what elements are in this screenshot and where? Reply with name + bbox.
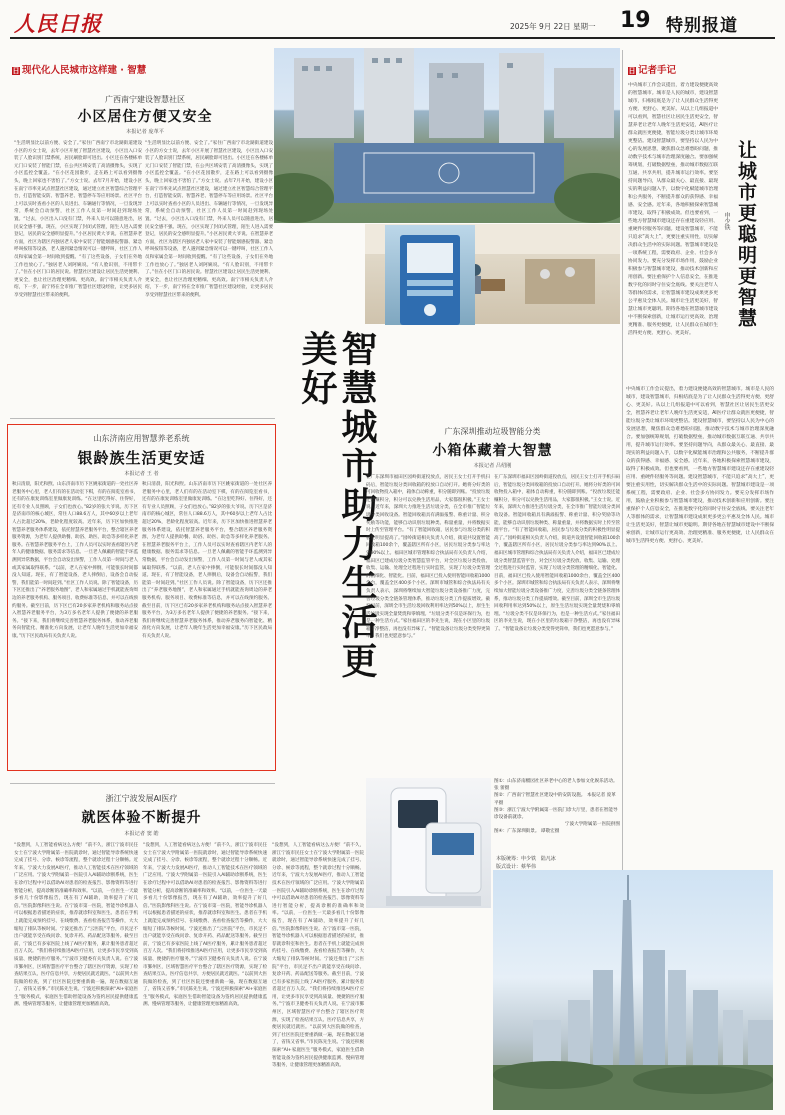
article2-body-cont: 秋日清晨，阳光和煦。山东济南市历下区姚家街道的一处社区养老服务中心里，老人们有的在活动室下棋，有的在阅览室看书，还有的在康复训练室里做康复训练。“在这里吃得好、住得好，还有专业人员照顾，子女们也放心。”82岁的张大爷说。历下区是济南市的核心城区，常住人口88.6万人，其中60岁以上老年人占比超过20%，老龄化程度较高。近年来，历下区加快推进智慧养老服务体系建设，依托智慧养老服务平台，整合辖区养老服务资源，为老年人提供助餐、助浴、助医、助急等多样化养老服务。在智慧养老服务平台上，工作人员可以实时查看辖区内老年人的健康数据、服务需求等信息。一旦老人佩戴的智能手环监测到异常数据，平台会自动发出预警，工作人员第一时间与老人或其家属取得联系。“以前，老人在家中摔倒，可能很长时间都没人知道。现在，有了智能设备，老人摔倒后，设备会自动报警，我们能第一时间赶到。”社区工作人员说。除了智能设备，历下区还推出了“养老服务地图”，老人和家属通过手机就能查询周边的养老服务机构、服务项目、收费标准等信息，并可以在线预约服务。截至目前，历下区已有20多家养老机构和服务站点接入智慧养老服务平台，为3万多名老年人提供了便捷的养老服务。“接下来，我们将继续完善智慧养老服务体系，推动养老服务向智能化、精准化方向发展，让老年人晚年生活更加幸福安康。”历下区民政局有关负责人说。 — [142, 482, 272, 639]
caption-4: 图④：广东深圳街景。 谭敬宏摄 — [494, 829, 560, 835]
caption-2: 图②：广西南宁智慧社区建设中的安防设施。 本报记者 庞革平摄 — [494, 793, 616, 806]
article1-byline: 本报记者 庞革平 — [126, 129, 164, 135]
article4-kicker: 广东深圳推动垃圾智能分类 — [444, 427, 541, 436]
column-tag-icon: 日 — [12, 66, 20, 75]
photo-smart-security-post — [385, 225, 475, 325]
commentary-column-title: 记者手记 — [638, 65, 677, 76]
article1-headline: 小区居住方便又安全 — [77, 109, 213, 125]
page-credits: 本版统筹：申少铁 陆凡冰 版式设计：蔡华伟 — [496, 856, 556, 870]
commentary-body-top: 中央城市工作会议提出，着力建设便捷高效的智慧城市。城市是人民的城市，建设智慧城市，归根结底是为了让人民群众生活得更方便、更舒心、更美好。从以上几组报道中可以看到，智慧社区让居民生活更安全，智慧养老让老年人晚年生活更安适，AI医疗让群众就医更便捷，智能垃圾分类让城市环境更整洁。建设智慧城市，要坚持以人民为中心的发展思想，聚焦群众急难愁盼问题，推动数字技术与城市治理深度融合。要加强统筹规划，打破数据壁垒，推动城市数据互联互通、共享共用，提升城市运行效率。要坚持问题导向，从群众最关心、最直接、最现实的利益问题入手，以数字化赋能城市治理和公共服务，不断提升群众的获得感、幸福感、安全感。近年来，各地积极探索智慧城市建设，取得了积极成效。但也要看到，一些地方智慧城市建设还存在重建设轻应用、重硬件轻服务等问题。建设智慧城市，不能只追求“高大上”，更要注重实用性，切实解决群众生活中的实际问题。智慧城市建设是一项系统工程，需要政府、企业、社会多方协同发力。要充分发挥市场作用，鼓励企业积极参与智慧城市建设，推动技术创新和应用创新。要注重保护个人信息安全，在推进数字化的同时守住安全底线。要关注老年人等群体的需求，让智慧城市建设成果更多更公平惠及全体人民。城市让生活更美好，智慧让城市更聪明。期待各地在智慧城市建设中不断探索创新，让城市运行更高效、治理更精准、服务更便捷，让人民群众在城市生活得更方便、更舒心、更美好。 — [628, 83, 718, 336]
article4-body: 在广东深圳市福田区园岭街道投放点，居民王女士打开手机扫码后，智能垃圾分类回收箱的投放口自动打开。她将分好类的可回收物投入箱中，箱体自动称重，积分随即到账。“投放垃圾还能赚积分，积分可以兑换生活用品，大家都很积极。”王女士说。近年来，深圳大力推进生活垃圾分类，在全市推广智能垃圾分类回收设备。智能回收箱具有满溢报警、称重计量、积分奖励等功能，能够自动识别垃圾种类、称量重量，并将数据实时上传至管理平台。“有了智能回收箱，居民参与垃圾分类的积极性明显提高了。”园岭街道相关负责人介绍，街道共设置智能回收箱100余个，覆盖辖区所有小区，居民垃圾分类参与率达到90%以上。福田区城市管理和综合执法局有关负责人介绍，福田区已建成垃圾分类智慧监管平台，对全区垃圾分类投放、收集、运输、处理全过程进行实时监管，实现了垃圾分类管理的精细化、智能化。目前，福田区已投入使用智能回收箱1000余台，覆盖全区400多个小区。深圳市城管和综合执法局有关负责人表示，深圳将继续加大智能垃圾分类设备推广力度，完善垃圾分类全链条管理体系，推动垃圾分类工作提质增效。截至目前，深圳全市生活垃圾回收利用率达到50%以上，原生生活垃圾实现全量焚烧和零填埋。“垃圾分类不仅是环保行为，也是一种生活方式。”家住福田区的李先生说，现在小区里的垃圾箱干净整洁，再也没有异味了。“智能设备让垃圾分类变得更简单，我们也更愿意参与。” — [366, 475, 490, 640]
masthead-logo: 人民日报 — [14, 11, 102, 36]
caption-3: 图③：浙江宁波大学附属第一医院门诊大厅里，患者在智能导诊设备前就诊。 — [494, 807, 618, 821]
article3-headline: 就医体验不断提升 — [81, 810, 202, 826]
column-header-right — [628, 62, 676, 76]
article2-kicker: 山东济南应用智慧养老系统 — [93, 434, 190, 443]
article4-body-cont: 在广东深圳市福田区园岭街道投放点，居民王女士打开手机扫码后，智能垃圾分类回收箱的投放口自动打开。她将分好类的可回收物投入箱中，箱体自动称重，积分随即到账。“投放垃圾还能赚积分，积分可以兑换生活用品，大家都很积极。”王女士说。近年来，深圳大力推进生活垃圾分类，在全市推广智能垃圾分类回收设备。智能回收箱具有满溢报警、称重计量、积分奖励等功能，能够自动识别垃圾种类、称量重量，并将数据实时上传至管理平台。“有了智能回收箱，居民参与垃圾分类的积极性明显提高了。”园岭街道相关负责人介绍，街道共设置智能回收箱100余个，覆盖辖区所有小区，居民垃圾分类参与率达到90%以上。福田区城市管理和综合执法局有关负责人介绍，福田区已建成垃圾分类智慧监管平台，对全区垃圾分类投放、收集、运输、处理全过程进行实时监管，实现了垃圾分类管理的精细化、智能化。目前，福田区已投入使用智能回收箱1000余台，覆盖全区400多个小区。深圳市城管和综合执法局有关负责人表示，深圳将继续加大智能垃圾分类设备推广力度，完善垃圾分类全链条管理体系，推动垃圾分类工作提质增效。截至目前，深圳全市生活垃圾回收利用率达到50%以上，原生生活垃圾实现全量焚烧和零填埋。“垃圾分类不仅是环保行为，也是一种生活方式。”家住福田区的李先生说，现在小区里的垃圾箱干净整洁，再也没有异味了。“智能设备让垃圾分类变得更简单，我们也更愿意参与。” — [494, 475, 620, 632]
article2-headline: 银龄族生活更安适 — [77, 449, 206, 467]
caption-1: 图①：山东济南榴园社区养老中心的老人参加文化娱乐活动。 张 蕾摄 — [494, 779, 618, 792]
issue-date: 2025年 9月 22日 星期一 — [510, 22, 596, 31]
photo-captions — [494, 778, 620, 836]
article3-body: “没想到，人工智能看病这么方便！”前不久，浙江宁波市民任女士在宁波大学附属第一医院就诊时，通过智能导诊系统快速完成了挂号、分诊、候诊等流程，整个就诊过程十分顺畅。近年来，宁波大力发展AI医疗，推动人工智能技术在医疗领域的广泛应用。宁波大学附属第一医院引入AI辅助诊断系统，医生在诊疗过程中可以借助AI对患者的检查报告、影像资料等进行智能分析，提高诊断的准确率和效率。“以前，一位医生一天最多看几十份影像报告，现在有了AI辅助，效率提升了好几倍。”医院影像科医生说。在宁波市第一医院，智能导诊机器人可以根据患者描述的症状，推荐就诊科室和医生。患者在手机上就能完成预约挂号、在线缴费、查看检查报告等操作，大大缩短了排队等候时间。宁波还推出了“云医院”平台，市民足不出户就能享受在线问诊、复诊开药、药品配送等服务。截至目前，宁波已有多家医院上线了AI医疗服务，累计服务患者超过百万人次。“我们将持续推进AI医疗应用，让更多市民享受到高质量、便捷的医疗服务。”宁波市卫健委有关负责人说。在宁波市鄞州区，区域智慧医疗平台整合了辖区医疗资源，实现了检查结果互认、医疗信息共享，方便居民就近就医。“以前到大医院做的检查，到了社区医院还要重新做一遍，现在数据互通了，省钱又省事。”市民陈先生说。宁波还积极探索“AI+家庭医生”服务模式，家庭医生借助智能设备为签约居民提供健康监测、慢病管理等服务，让健康管理更加精准高效。 — [14, 843, 138, 1008]
photo-ai-medical-device — [366, 778, 491, 908]
article3-body-cont2: “没想到，人工智能看病这么方便！”前不久，浙江宁波市民任女士在宁波大学附属第一医院就诊时，通过智能导诊系统快速完成了挂号、分诊、候诊等流程，整个就诊过程十分顺畅。近年来，宁波大力发展AI医疗，推动人工智能技术在医疗领域的广泛应用。宁波大学附属第一医院引入AI辅助诊断系统，医生在诊疗过程中可以借助AI对患者的检查报告、影像资料等进行智能分析，提高诊断的准确率和效率。“以前，一位医生一天最多看几十份影像报告，现在有了AI辅助，效率提升了好几倍。”医院影像科医生说。在宁波市第一医院，智能导诊机器人可以根据患者描述的症状，推荐就诊科室和医生。患者在手机上就能完成预约挂号、在线缴费、查看检查报告等操作，大大缩短了排队等候时间。宁波还推出了“云医院”平台，市民足不出户就能享受在线问诊、复诊开药、药品配送等服务。截至目前，宁波已有多家医院上线了AI医疗服务，累计服务患者超过百万人次。“我们将持续推进AI医疗应用，让更多市民享受到高质量、便捷的医疗服务。”宁波市卫健委有关负责人说。在宁波市鄞州区，区域智慧医疗平台整合了辖区医疗资源，实现了检查结果互认、医疗信息共享，方便居民就近就医。“以前到大医院做的检查，到了社区医院还要重新做一遍，现在数据互通了，省钱又省事。”市民陈先生说。宁波还积极探索“AI+家庭医生”服务模式，家庭医生借助智能设备为签约居民提供健康监测、慢病管理等服务，让健康管理更加精准高效。 — [272, 843, 364, 1069]
article1-body: “生活明显比以前方便、安全了。”家住广西南宁市北湖街道建设小区的方女士说，去年小区开展了智慧社区建设，小区出入口安装了人脸识别门禁系统，居民刷脸即可进出。小区还在各楼栋单元门口安装了智能门禁，在公共区域安装了高清摄像头，实现了小区监控全覆盖。“在小区花园散步，走在路上可以看到摄像头，晚上回家也不害怕了。”方女士说。去年7月开始，建设小区在南宁市率先试点智慧社区建设，通过建立社区智慧综合管理平台，打造智能安防、智慧养老、智慧停车等应用场景。社区平台上可以实时查看小区的人员进出、车辆通行等情况，一旦发现异常，系统会自动预警，社区工作人员第一时间赶到现场处置。“过去，小区出入口没有门禁，外来人员可以随意进出，居民安全感不强。现在，小区实现了封闭式管理，陌生人进入需要登记，居民的安全感明显提升。”小区居民黄大爷说。在智慧养老方面，社区为辖区内独居老人家中安装了智能烟感报警器、紧急呼叫按钮等设备，老人遇到紧急情况可以一键呼叫，社区工作人员和家属会第一时间收到提醒。“有了这些设备，子女们在外地工作也放心了。”独居老人刘阿姨说。“有人脸识别，不用带卡了。”住在小区门口的居民说。智慧社区建设让居民生活更便利、更安全，也让社区治理更精细、更高效。南宁市相关负责人介绍，下一步，南宁将在全市推广智慧社区建设经验，让更多居民享受到智慧社区带来的便利。 — [14, 141, 142, 298]
article1-body-cont: “生活明显比以前方便、安全了。”家住广西南宁市北湖街道建设小区的方女士说，去年小区开展了智慧社区建设，小区出入口安装了人脸识别门禁系统，居民刷脸即可进出。小区还在各楼栋单元门口安装了智能门禁，在公共区域安装了高清摄像头，实现了小区监控全覆盖。“在小区花园散步，走在路上可以看到摄像头，晚上回家也不害怕了。”方女士说。去年7月开始，建设小区在南宁市率先试点智慧社区建设，通过建立社区智慧综合管理平台，打造智能安防、智慧养老、智慧停车等应用场景。社区平台上可以实时查看小区的人员进出、车辆通行等情况，一旦发现异常，系统会自动预警，社区工作人员第一时间赶到现场处置。“过去，小区出入口没有门禁，外来人员可以随意进出，居民安全感不强。现在，小区实现了封闭式管理，陌生人进入需要登记，居民的安全感明显提升。”小区居民黄大爷说。在智慧养老方面，社区为辖区内独居老人家中安装了智能烟感报警器、紧急呼叫按钮等设备，老人遇到紧急情况可以一键呼叫，社区工作人员和家属会第一时间收到提醒。“有了这些设备，子女们在外地工作也放心了。”独居老人刘阿姨说。“有人脸识别，不用带卡了。”住在小区门口的居民说。智慧社区建设让居民生活更便利、更安全，也让社区治理更精细、更高效。南宁市相关负责人介绍，下一步，南宁将在全市推广智慧社区建设经验，让更多居民享受到智慧社区带来的便利。 — [145, 141, 273, 298]
page-number: 19 — [620, 8, 651, 33]
commentary-author: 申少铁 — [723, 212, 730, 230]
article2-byline: 本报记者 王 者 — [124, 471, 159, 477]
section-title: 特别报道 — [666, 16, 738, 36]
caption-3-credit: 宁波大学附属第一医院供图 — [564, 822, 620, 828]
article3-body-cont: “没想到，人工智能看病这么方便！”前不久，浙江宁波市民任女士在宁波大学附属第一医院就诊时，通过智能导诊系统快速完成了挂号、分诊、候诊等流程，整个就诊过程十分顺畅。近年来，宁波大力发展AI医疗，推动人工智能技术在医疗领域的广泛应用。宁波大学附属第一医院引入AI辅助诊断系统，医生在诊疗过程中可以借助AI对患者的检查报告、影像资料等进行智能分析，提高诊断的准确率和效率。“以前，一位医生一天最多看几十份影像报告，现在有了AI辅助，效率提升了好几倍。”医院影像科医生说。在宁波市第一医院，智能导诊机器人可以根据患者描述的症状，推荐就诊科室和医生。患者在手机上就能完成预约挂号、在线缴费、查看检查报告等操作，大大缩短了排队等候时间。宁波还推出了“云医院”平台，市民足不出户就能享受在线问诊、复诊开药、药品配送等服务。截至目前，宁波已有多家医院上线了AI医疗服务，累计服务患者超过百万人次。“我们将持续推进AI医疗应用，让更多市民享受到高质量、便捷的医疗服务。”宁波市卫健委有关负责人说。在宁波市鄞州区，区域智慧医疗平台整合了辖区医疗资源，实现了检查结果互认、医疗信息共享，方便居民就近就医。“以前到大医院做的检查，到了社区医院还要重新做一遍，现在数据互通了，省钱又省事。”市民陈先生说。宁波还积极探索“AI+家庭医生”服务模式，家庭医生借助智能设备为签约居民提供健康监测、慢病管理等服务，让健康管理更加精准高效。 — [143, 843, 267, 1008]
commentary-body: 中央城市工作会议提出，着力建设便捷高效的智慧城市。城市是人民的城市，建设智慧城市，归根结底是为了让人民群众生活得更方便、更舒心、更美好。从以上几组报道中可以看到，智慧社区让居民生活更安全，智慧养老让老年人晚年生活更安适，AI医疗让群众就医更便捷，智能垃圾分类让城市环境更整洁。建设智慧城市，要坚持以人民为中心的发展思想，聚焦群众急难愁盼问题，推动数字技术与城市治理深度融合。要加强统筹规划，打破数据壁垒，推动城市数据互联互通、共享共用，提升城市运行效率。要坚持问题导向，从群众最关心、最直接、最现实的利益问题入手，以数字化赋能城市治理和公共服务，不断提升群众的获得感、幸福感、安全感。近年来，各地积极探索智慧城市建设，取得了积极成效。但也要看到，一些地方智慧城市建设还存在重建设轻应用、重硬件轻服务等问题。建设智慧城市，不能只追求“高大上”，更要注重实用性，切实解决群众生活中的实际问题。智慧城市建设是一项系统工程，需要政府、企业、社会多方协同发力。要充分发挥市场作用，鼓励企业积极参与智慧城市建设，推动技术创新和应用创新。要注重保护个人信息安全，在推进数字化的同时守住安全底线。要关注老年人等群体的需求，让智慧城市建设成果更多更公平惠及全体人民。城市让生活更美好，智慧让城市更聪明。期待各地在智慧城市建设中不断探索创新，让城市运行更高效、治理更精准、服务更便捷，让人民群众在城市生活得更方便、更舒心、更美好。 — [626, 387, 774, 544]
commentary-headline: 让城市更聪明更智慧 — [735, 140, 757, 329]
header-rule — [10, 37, 775, 39]
lead-headline: 智慧城市助力生活更美好 — [296, 330, 377, 681]
column-header-left — [12, 62, 146, 76]
article3-kicker: 浙江宁波发展AI医疗 — [105, 794, 178, 803]
article4-headline: 小箱体藏着大智慧 — [432, 443, 553, 459]
article4-byline: 本报记者 吕绍刚 — [473, 463, 512, 469]
column-tag-icon: 日 — [628, 66, 636, 75]
article1-kicker: 广西南宁建设智慧社区 — [105, 95, 185, 104]
photo-residential-community — [274, 48, 620, 223]
column-divider — [622, 50, 623, 870]
article3-byline: 本报记者 窦 皓 — [124, 831, 159, 837]
photo-shenzhen-skyline — [493, 870, 773, 1110]
article2-body: 秋日清晨，阳光和煦。山东济南市历下区姚家街道的一处社区养老服务中心里，老人们有的在活动室下棋，有的在阅览室看书，还有的在康复训练室里做康复训练。“在这里吃得好、住得好，还有专业人员照顾，子女们也放心。”82岁的张大爷说。历下区是济南市的核心城区，常住人口88.6万人，其中60岁以上老年人占比超过20%，老龄化程度较高。近年来，历下区加快推进智慧养老服务体系建设，依托智慧养老服务平台，整合辖区养老服务资源，为老年人提供助餐、助浴、助医、助急等多样化养老服务。在智慧养老服务平台上，工作人员可以实时查看辖区内老年人的健康数据、服务需求等信息。一旦老人佩戴的智能手环监测到异常数据，平台会自动发出预警，工作人员第一时间与老人或其家属取得联系。“以前，老人在家中摔倒，可能很长时间都没人知道。现在，有了智能设备，老人摔倒后，设备会自动报警，我们能第一时间赶到。”社区工作人员说。除了智能设备，历下区还推出了“养老服务地图”，老人和家属通过手机就能查询周边的养老服务机构、服务项目、收费标准等信息，并可以在线预约服务。截至目前，历下区已有20多家养老机构和服务站点接入智慧养老服务平台，为3万多名老年人提供了便捷的养老服务。“接下来，我们将继续完善智慧养老服务体系，推动养老服务向智能化、精准化方向发展，让老年人晚年生活更加幸福安康。”历下区民政局有关负责人说。 — [12, 482, 138, 639]
column-title: 现代化人民城市这样建 · 智慧 — [22, 65, 147, 76]
section-divider — [10, 783, 275, 784]
section-divider — [10, 418, 275, 419]
